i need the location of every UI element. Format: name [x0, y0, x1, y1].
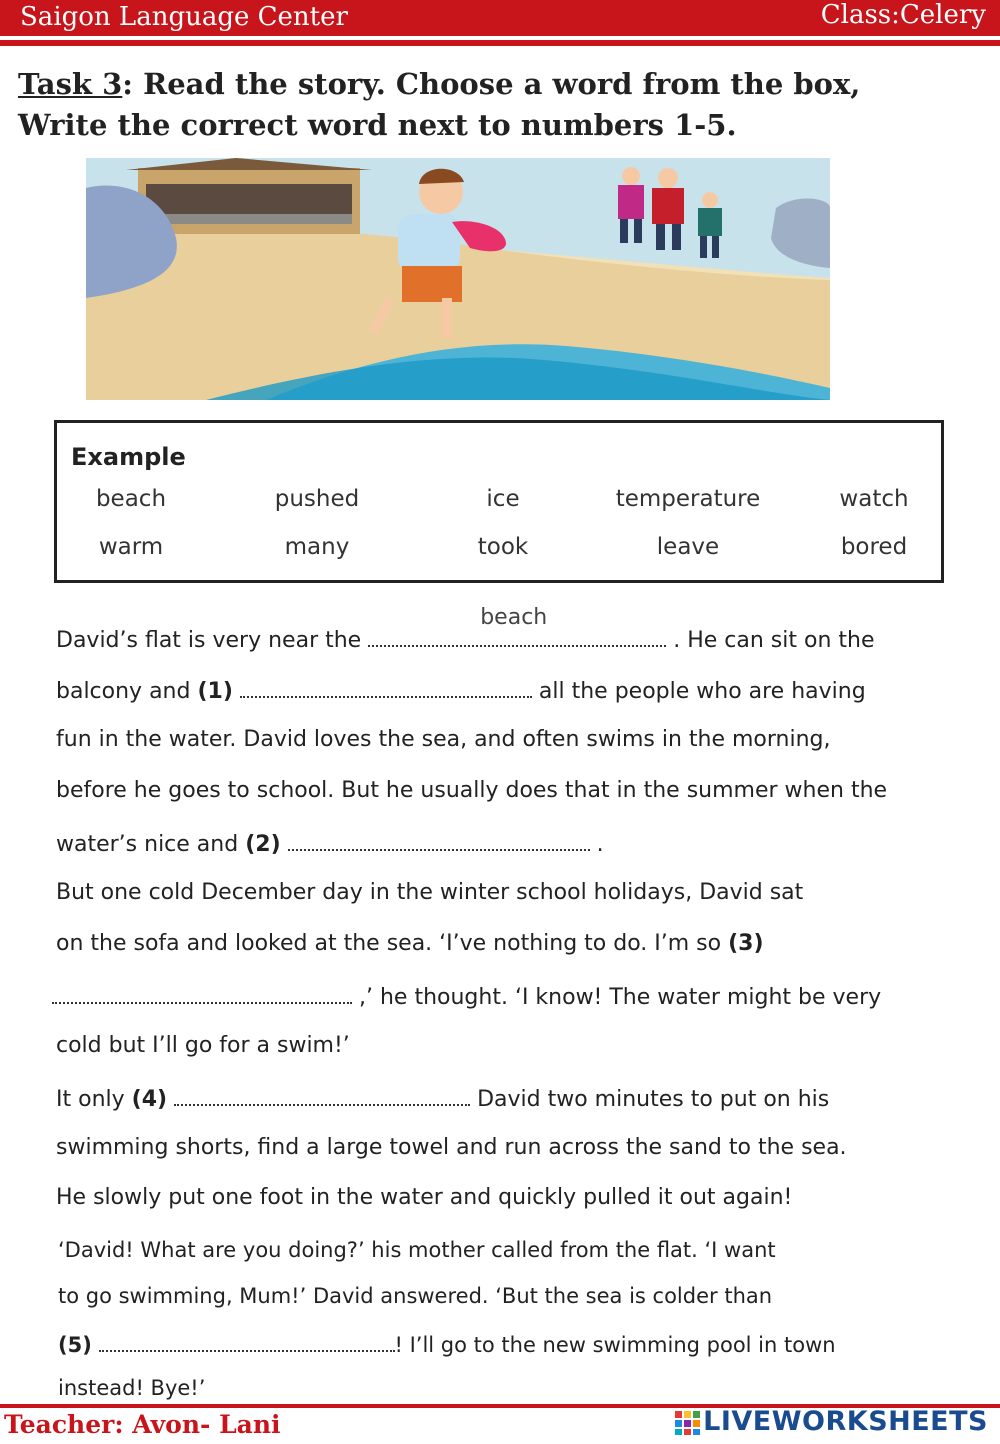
- story-text: ! I’ll go to the new swimming pool in town: [394, 1333, 836, 1357]
- blank-number-3: (3): [728, 931, 764, 956]
- story-line: ‘David! What are you doing?’ his mother called from the flat. ‘I want: [58, 1238, 776, 1262]
- story-line: fun in the water. David loves the sea, and often swims in the morning,: [56, 727, 831, 752]
- story-line: He slowly put one foot in the water and quickly pulled it out again!: [56, 1185, 793, 1210]
- answer-blank-2[interactable]: [288, 829, 590, 851]
- word-option: bored: [840, 534, 908, 560]
- story-text: water’s nice and: [56, 832, 239, 857]
- story-text: .: [596, 832, 604, 857]
- answer-blank-1[interactable]: [240, 676, 532, 698]
- word-option: ice: [486, 486, 520, 512]
- example-label: Example: [71, 443, 186, 471]
- story-text: It only: [56, 1087, 125, 1112]
- blank-number-2: (2): [245, 832, 281, 857]
- word-option: pushed: [274, 486, 360, 512]
- brand-text: LIVEWORKSHEETS: [703, 1406, 988, 1437]
- header-bar: [0, 0, 1000, 36]
- story-line: [56, 605, 875, 653]
- task-text-1: : Read the story. Choose a word from the box,: [122, 67, 861, 101]
- beach-illustration: [86, 158, 830, 400]
- blank-number-4: (4): [131, 1087, 168, 1112]
- story-text: balcony and: [56, 679, 191, 704]
- liveworksheets-logo-icon: [675, 1411, 701, 1435]
- story-line: before he goes to school. But he usually does that in the summer when the: [56, 778, 888, 803]
- class-label: Class:Celery: [820, 0, 986, 30]
- story-text: all the people who are having: [538, 679, 866, 704]
- story-line: to go swimming, Mum!’ David answered. ‘But the sea is colder than: [58, 1284, 773, 1308]
- word-option: many: [284, 534, 350, 560]
- story-text: David’s flat is very near the: [56, 628, 362, 653]
- word-option: took: [477, 534, 529, 560]
- school-name: Saigon Language Center: [20, 2, 348, 32]
- blank-number-5: (5): [58, 1333, 92, 1357]
- story-line: instead! Bye!’: [58, 1376, 206, 1400]
- story-line: cold but I’ll go for a swim!’: [56, 1033, 350, 1058]
- example-answer: beach: [480, 605, 548, 630]
- word-option: warm: [98, 534, 164, 560]
- story-line: [56, 829, 604, 857]
- answer-blank-5[interactable]: [99, 1330, 395, 1352]
- word-option: temperature: [615, 486, 761, 512]
- example-blank: [368, 605, 666, 647]
- story-text: ,’ he thought. ‘I know! The water might be very: [359, 985, 882, 1010]
- header-divider: [0, 40, 1000, 46]
- teacher-name: Teacher: Avon- Lani: [4, 1410, 281, 1439]
- story-text: on the sofa and looked at the sea. ‘I’ve nothing to do. I’m so: [56, 931, 722, 956]
- task-label: Task 3: [18, 67, 123, 101]
- story-text: David two minutes to put on his: [477, 1087, 830, 1112]
- word-option: watch: [839, 486, 909, 512]
- word-box: [54, 420, 944, 583]
- task-instruction: [18, 64, 978, 146]
- story-line: [52, 982, 881, 1010]
- story-line: But one cold December day in the winter school holidays, David sat: [56, 880, 804, 905]
- story-line: [56, 1084, 829, 1112]
- word-option: leave: [656, 534, 720, 560]
- story-line: [56, 676, 866, 704]
- answer-blank-4[interactable]: [174, 1084, 470, 1106]
- story-line: [56, 931, 764, 956]
- task-text-2: Write the correct word next to numbers 1-5.: [18, 108, 737, 142]
- blank-number-1: (1): [197, 679, 233, 704]
- answer-blank-3[interactable]: [52, 982, 352, 1004]
- word-option: beach: [95, 486, 167, 512]
- brand-logo[interactable]: [675, 1406, 988, 1437]
- story-line: [58, 1330, 836, 1357]
- story-line: swimming shorts, find a large towel and run across the sand to the sea.: [56, 1135, 847, 1160]
- story-text: . He can sit on the: [673, 628, 875, 653]
